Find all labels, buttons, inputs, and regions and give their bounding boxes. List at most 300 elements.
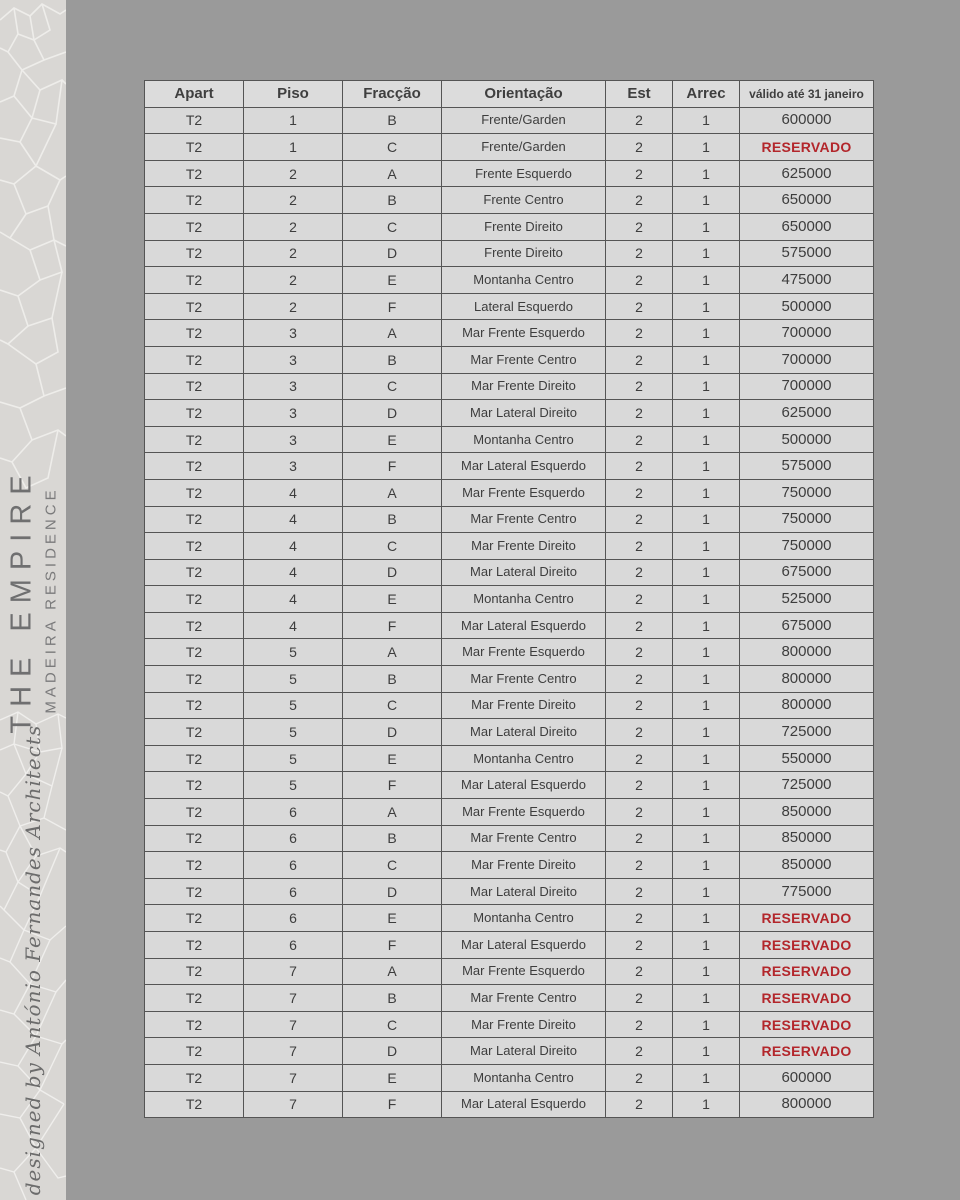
cell-apart: T2 (145, 213, 244, 240)
cell-orientacao: Mar Lateral Esquerdo (442, 1091, 606, 1118)
table-row (145, 719, 874, 746)
cell-piso: 6 (244, 825, 343, 852)
cell-piso: 5 (244, 745, 343, 772)
cell-arrec: 1 (673, 639, 740, 666)
cell-apart: T2 (145, 240, 244, 267)
cell-fraccao: F (343, 1091, 442, 1118)
cell-fraccao: C (343, 213, 442, 240)
cell-apart: T2 (145, 293, 244, 320)
table-row (145, 825, 874, 852)
cell-fraccao: A (343, 639, 442, 666)
cell-orientacao: Mar Frente Centro (442, 825, 606, 852)
cell-price: 850000 (740, 799, 874, 826)
cell-fraccao: C (343, 373, 442, 400)
header-price-validity: válido até 31 janeiro (740, 81, 874, 108)
table-row (145, 134, 874, 161)
cell-arrec: 1 (673, 107, 740, 134)
table-row (145, 453, 874, 480)
cell-arrec: 1 (673, 1038, 740, 1065)
cell-price-reserved: RESERVADO (740, 932, 874, 959)
cell-price: 600000 (740, 1064, 874, 1091)
cell-price: 700000 (740, 373, 874, 400)
header-fraccao: Fracção (343, 81, 442, 108)
cell-orientacao: Mar Lateral Direito (442, 559, 606, 586)
cell-apart: T2 (145, 692, 244, 719)
cell-orientacao: Mar Lateral Direito (442, 1038, 606, 1065)
cell-price: 775000 (740, 878, 874, 905)
cell-orientacao: Mar Frente Centro (442, 985, 606, 1012)
cell-piso: 2 (244, 213, 343, 240)
cell-orientacao: Montanha Centro (442, 905, 606, 932)
cell-price: 650000 (740, 187, 874, 214)
cell-fraccao: D (343, 878, 442, 905)
cell-orientacao: Mar Lateral Esquerdo (442, 453, 606, 480)
cell-apart: T2 (145, 586, 244, 613)
cell-orientacao: Mar Frente Centro (442, 666, 606, 693)
cell-arrec: 1 (673, 692, 740, 719)
cell-fraccao: C (343, 852, 442, 879)
cell-fraccao: D (343, 1038, 442, 1065)
cell-piso: 3 (244, 320, 343, 347)
cell-est: 2 (606, 187, 673, 214)
cell-orientacao: Mar Frente Centro (442, 346, 606, 373)
table-row (145, 559, 874, 586)
cell-arrec: 1 (673, 1091, 740, 1118)
cell-price: 725000 (740, 719, 874, 746)
cell-est: 2 (606, 160, 673, 187)
cell-est: 2 (606, 639, 673, 666)
cell-orientacao: Mar Frente Centro (442, 506, 606, 533)
cell-piso: 5 (244, 666, 343, 693)
table-row (145, 506, 874, 533)
cell-piso: 3 (244, 453, 343, 480)
table-row (145, 1038, 874, 1065)
cell-fraccao: A (343, 799, 442, 826)
table-row (145, 958, 874, 985)
cell-fraccao: E (343, 745, 442, 772)
cell-apart: T2 (145, 958, 244, 985)
cell-orientacao: Frente Direito (442, 213, 606, 240)
cell-apart: T2 (145, 985, 244, 1012)
cell-fraccao: E (343, 586, 442, 613)
table-row (145, 479, 874, 506)
cell-piso: 1 (244, 107, 343, 134)
cell-arrec: 1 (673, 320, 740, 347)
cell-arrec: 1 (673, 293, 740, 320)
price-table (144, 80, 874, 1118)
cell-orientacao: Mar Frente Esquerdo (442, 639, 606, 666)
cell-price: 750000 (740, 533, 874, 560)
cell-apart: T2 (145, 878, 244, 905)
table-row (145, 586, 874, 613)
table-row (145, 267, 874, 294)
cell-price: 700000 (740, 346, 874, 373)
cell-apart: T2 (145, 639, 244, 666)
table-row (145, 799, 874, 826)
cell-orientacao: Mar Lateral Esquerdo (442, 772, 606, 799)
table-row (145, 878, 874, 905)
cell-orientacao: Mar Lateral Direito (442, 719, 606, 746)
table-row (145, 745, 874, 772)
cell-apart: T2 (145, 426, 244, 453)
cell-fraccao: B (343, 346, 442, 373)
cell-apart: T2 (145, 533, 244, 560)
cell-est: 2 (606, 453, 673, 480)
cell-est: 2 (606, 400, 673, 427)
table-row (145, 320, 874, 347)
cell-piso: 4 (244, 479, 343, 506)
cell-orientacao: Montanha Centro (442, 1064, 606, 1091)
cell-orientacao: Mar Lateral Esquerdo (442, 932, 606, 959)
cell-orientacao: Frente Centro (442, 187, 606, 214)
table-body (145, 107, 874, 1118)
cell-est: 2 (606, 719, 673, 746)
cell-apart: T2 (145, 825, 244, 852)
cell-est: 2 (606, 612, 673, 639)
cell-orientacao: Frente/Garden (442, 134, 606, 161)
cell-orientacao: Montanha Centro (442, 586, 606, 613)
cell-fraccao: F (343, 293, 442, 320)
cell-fraccao: C (343, 134, 442, 161)
cell-fraccao: A (343, 479, 442, 506)
cell-est: 2 (606, 825, 673, 852)
cell-arrec: 1 (673, 267, 740, 294)
cell-est: 2 (606, 878, 673, 905)
cell-fraccao: F (343, 932, 442, 959)
table-row (145, 932, 874, 959)
cell-fraccao: E (343, 1064, 442, 1091)
cell-fraccao: B (343, 107, 442, 134)
cell-apart: T2 (145, 1011, 244, 1038)
cell-est: 2 (606, 985, 673, 1012)
cell-orientacao: Mar Frente Esquerdo (442, 799, 606, 826)
cell-est: 2 (606, 905, 673, 932)
cell-apart: T2 (145, 373, 244, 400)
cell-est: 2 (606, 320, 673, 347)
cell-fraccao: C (343, 1011, 442, 1038)
cell-fraccao: F (343, 612, 442, 639)
cell-apart: T2 (145, 745, 244, 772)
cell-est: 2 (606, 932, 673, 959)
table-row (145, 985, 874, 1012)
cell-apart: T2 (145, 905, 244, 932)
cell-price: 725000 (740, 772, 874, 799)
cell-arrec: 1 (673, 586, 740, 613)
cell-price-reserved: RESERVADO (740, 905, 874, 932)
cell-est: 2 (606, 506, 673, 533)
cell-price: 850000 (740, 852, 874, 879)
cell-price: 800000 (740, 639, 874, 666)
cell-piso: 7 (244, 1038, 343, 1065)
table-row (145, 187, 874, 214)
table-row (145, 1091, 874, 1118)
cell-apart: T2 (145, 187, 244, 214)
cell-fraccao: F (343, 772, 442, 799)
cell-fraccao: F (343, 453, 442, 480)
cell-orientacao: Mar Lateral Direito (442, 400, 606, 427)
cell-arrec: 1 (673, 533, 740, 560)
cell-orientacao: Mar Frente Direito (442, 373, 606, 400)
cell-orientacao: Mar Frente Direito (442, 1011, 606, 1038)
cell-apart: T2 (145, 107, 244, 134)
cell-apart: T2 (145, 666, 244, 693)
cell-piso: 5 (244, 692, 343, 719)
cell-piso: 3 (244, 373, 343, 400)
cell-price: 800000 (740, 666, 874, 693)
cell-price: 650000 (740, 213, 874, 240)
cell-orientacao: Mar Frente Esquerdo (442, 479, 606, 506)
cell-arrec: 1 (673, 905, 740, 932)
cell-est: 2 (606, 745, 673, 772)
cell-est: 2 (606, 107, 673, 134)
brand-title: THE EMPIRE (5, 466, 38, 734)
cell-piso: 4 (244, 506, 343, 533)
table-row (145, 692, 874, 719)
cell-arrec: 1 (673, 1064, 740, 1091)
cell-orientacao: Frente Esquerdo (442, 160, 606, 187)
cell-est: 2 (606, 958, 673, 985)
table-row (145, 293, 874, 320)
cell-est: 2 (606, 692, 673, 719)
cell-piso: 3 (244, 346, 343, 373)
cell-price-reserved: RESERVADO (740, 134, 874, 161)
cell-arrec: 1 (673, 825, 740, 852)
cell-apart: T2 (145, 453, 244, 480)
cell-est: 2 (606, 373, 673, 400)
cell-arrec: 1 (673, 134, 740, 161)
cell-fraccao: D (343, 240, 442, 267)
cell-price: 800000 (740, 1091, 874, 1118)
brand-block (0, 0, 66, 1200)
cell-fraccao: B (343, 187, 442, 214)
cell-fraccao: B (343, 506, 442, 533)
cell-fraccao: C (343, 533, 442, 560)
cell-piso: 4 (244, 533, 343, 560)
cell-orientacao: Mar Lateral Direito (442, 878, 606, 905)
cell-price: 850000 (740, 825, 874, 852)
table-row (145, 240, 874, 267)
cell-fraccao: C (343, 692, 442, 719)
cell-orientacao: Montanha Centro (442, 426, 606, 453)
table-row (145, 426, 874, 453)
cell-est: 2 (606, 426, 673, 453)
cell-est: 2 (606, 346, 673, 373)
cell-arrec: 1 (673, 559, 740, 586)
table-row (145, 666, 874, 693)
cell-fraccao: B (343, 825, 442, 852)
cell-orientacao: Mar Frente Esquerdo (442, 320, 606, 347)
cell-price-reserved: RESERVADO (740, 1038, 874, 1065)
cell-est: 2 (606, 852, 673, 879)
cell-orientacao: Mar Frente Direito (442, 852, 606, 879)
cell-arrec: 1 (673, 612, 740, 639)
cell-est: 2 (606, 666, 673, 693)
cell-orientacao: Mar Lateral Esquerdo (442, 612, 606, 639)
table-row (145, 213, 874, 240)
cell-apart: T2 (145, 772, 244, 799)
cell-apart: T2 (145, 134, 244, 161)
cell-arrec: 1 (673, 932, 740, 959)
cell-piso: 7 (244, 1091, 343, 1118)
cell-piso: 1 (244, 134, 343, 161)
cell-apart: T2 (145, 346, 244, 373)
cell-price: 475000 (740, 267, 874, 294)
table-row (145, 1011, 874, 1038)
cell-apart: T2 (145, 479, 244, 506)
cell-price: 625000 (740, 400, 874, 427)
cell-price: 750000 (740, 506, 874, 533)
cell-apart: T2 (145, 506, 244, 533)
cell-orientacao: Mar Frente Direito (442, 692, 606, 719)
cell-price: 625000 (740, 160, 874, 187)
cell-piso: 4 (244, 612, 343, 639)
cell-price: 525000 (740, 586, 874, 613)
cell-piso: 3 (244, 400, 343, 427)
cell-apart: T2 (145, 559, 244, 586)
cell-apart: T2 (145, 799, 244, 826)
table-row (145, 533, 874, 560)
cell-price: 800000 (740, 692, 874, 719)
brand-sidebar (0, 0, 66, 1200)
cell-apart: T2 (145, 1038, 244, 1065)
cell-fraccao: E (343, 267, 442, 294)
cell-price: 575000 (740, 240, 874, 267)
cell-est: 2 (606, 479, 673, 506)
cell-est: 2 (606, 1038, 673, 1065)
cell-est: 2 (606, 772, 673, 799)
cell-piso: 4 (244, 586, 343, 613)
cell-apart: T2 (145, 719, 244, 746)
table-row (145, 772, 874, 799)
cell-orientacao: Frente Direito (442, 240, 606, 267)
cell-est: 2 (606, 134, 673, 161)
cell-fraccao: A (343, 320, 442, 347)
cell-apart: T2 (145, 612, 244, 639)
cell-fraccao: E (343, 426, 442, 453)
table-row (145, 160, 874, 187)
cell-arrec: 1 (673, 240, 740, 267)
table-row (145, 852, 874, 879)
cell-piso: 6 (244, 932, 343, 959)
cell-price-reserved: RESERVADO (740, 958, 874, 985)
cell-piso: 4 (244, 559, 343, 586)
cell-arrec: 1 (673, 719, 740, 746)
cell-orientacao: Mar Frente Esquerdo (442, 958, 606, 985)
cell-piso: 7 (244, 1064, 343, 1091)
cell-piso: 2 (244, 187, 343, 214)
table-row (145, 905, 874, 932)
cell-fraccao: E (343, 905, 442, 932)
cell-est: 2 (606, 267, 673, 294)
cell-arrec: 1 (673, 852, 740, 879)
architect-signature: designed by António Fernandes Architects (21, 724, 45, 1196)
cell-arrec: 1 (673, 373, 740, 400)
cell-arrec: 1 (673, 799, 740, 826)
cell-arrec: 1 (673, 1011, 740, 1038)
cell-apart: T2 (145, 932, 244, 959)
table-row (145, 639, 874, 666)
cell-orientacao: Montanha Centro (442, 267, 606, 294)
header-piso: Piso (244, 81, 343, 108)
header-arrec: Arrec (673, 81, 740, 108)
cell-arrec: 1 (673, 745, 740, 772)
cell-arrec: 1 (673, 772, 740, 799)
cell-apart: T2 (145, 1091, 244, 1118)
table-row (145, 612, 874, 639)
cell-piso: 2 (244, 293, 343, 320)
header-orientacao: Orientação (442, 81, 606, 108)
cell-piso: 3 (244, 426, 343, 453)
table-row (145, 400, 874, 427)
cell-piso: 6 (244, 905, 343, 932)
cell-fraccao: D (343, 559, 442, 586)
cell-est: 2 (606, 559, 673, 586)
cell-est: 2 (606, 533, 673, 560)
cell-fraccao: B (343, 985, 442, 1012)
cell-arrec: 1 (673, 506, 740, 533)
cell-est: 2 (606, 1064, 673, 1091)
cell-fraccao: D (343, 719, 442, 746)
cell-arrec: 1 (673, 400, 740, 427)
cell-arrec: 1 (673, 479, 740, 506)
cell-est: 2 (606, 293, 673, 320)
cell-fraccao: A (343, 160, 442, 187)
cell-piso: 6 (244, 878, 343, 905)
cell-est: 2 (606, 586, 673, 613)
cell-price: 575000 (740, 453, 874, 480)
cell-orientacao: Lateral Esquerdo (442, 293, 606, 320)
cell-apart: T2 (145, 160, 244, 187)
cell-arrec: 1 (673, 187, 740, 214)
cell-price: 700000 (740, 320, 874, 347)
cell-arrec: 1 (673, 878, 740, 905)
cell-price: 675000 (740, 559, 874, 586)
table-row (145, 1064, 874, 1091)
cell-price: 750000 (740, 479, 874, 506)
cell-orientacao: Montanha Centro (442, 745, 606, 772)
cell-apart: T2 (145, 267, 244, 294)
cell-arrec: 1 (673, 426, 740, 453)
cell-piso: 6 (244, 799, 343, 826)
cell-price: 550000 (740, 745, 874, 772)
cell-price-reserved: RESERVADO (740, 985, 874, 1012)
table-row (145, 373, 874, 400)
cell-price: 675000 (740, 612, 874, 639)
cell-est: 2 (606, 1011, 673, 1038)
brand-subtitle: MADEIRA RESIDENCE (42, 486, 60, 714)
cell-arrec: 1 (673, 346, 740, 373)
header-est: Est (606, 81, 673, 108)
cell-est: 2 (606, 213, 673, 240)
cell-piso: 6 (244, 852, 343, 879)
cell-apart: T2 (145, 320, 244, 347)
cell-fraccao: B (343, 666, 442, 693)
cell-piso: 2 (244, 160, 343, 187)
cell-arrec: 1 (673, 666, 740, 693)
table-header-row (145, 81, 874, 108)
cell-piso: 2 (244, 240, 343, 267)
cell-arrec: 1 (673, 985, 740, 1012)
cell-price: 600000 (740, 107, 874, 134)
cell-apart: T2 (145, 1064, 244, 1091)
cell-price-reserved: RESERVADO (740, 1011, 874, 1038)
header-apart: Apart (145, 81, 244, 108)
cell-arrec: 1 (673, 958, 740, 985)
cell-piso: 5 (244, 639, 343, 666)
cell-orientacao: Frente/Garden (442, 107, 606, 134)
cell-arrec: 1 (673, 213, 740, 240)
cell-arrec: 1 (673, 160, 740, 187)
